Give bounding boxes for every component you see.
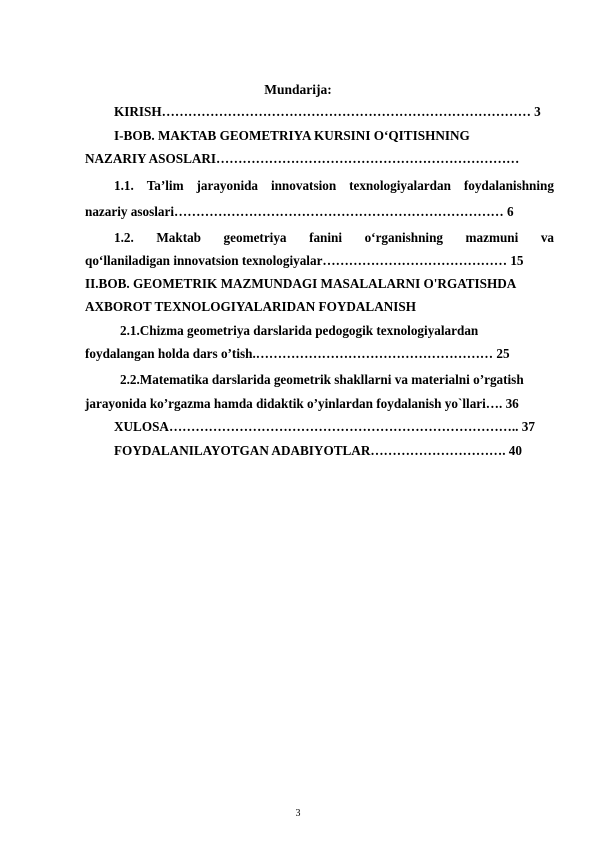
toc-entry-bob1-line1: I-BOB. MAKTAB GEOMETRIYA KURSINI O‘QITISHNING (114, 128, 470, 143)
toc-word: 1.2. (114, 230, 134, 245)
toc-entry-bob2-line2: AXBOROT TEXNOLOGIYALARIDAN FOYDALANISH (85, 299, 416, 314)
page-title: Mundarija: (264, 82, 332, 97)
toc-word: geometriya (223, 230, 287, 245)
toc-word: mazmuni (465, 230, 519, 245)
toc-entry-kirish: KIRISH………………………………………………………………………… 3 (114, 104, 541, 119)
toc-word: jarayonida (196, 178, 259, 193)
toc-word: 1.1. (114, 178, 134, 193)
toc-entry-1-1-line2: nazariy asoslari………………………………………………………………… 6 (85, 204, 514, 219)
toc-word: texnologiyalardan (349, 178, 451, 193)
toc-word: Maktab (156, 230, 202, 245)
toc-entry-2-2-line2: jarayonida ko’rgazma hamda didaktik o’yinlardan foydalanish yo`llari…. 36 (85, 396, 519, 411)
toc-entry-adabiyot: FOYDALANILAYOTGAN ADABIYOTLAR…………………………. 40 (114, 443, 522, 458)
toc-entry-2-2-line1: 2.2.Matematika darslarida geometrik shakllarni va materialni o’rgatish (120, 372, 524, 387)
toc-entry-xulosa: XULOSA…………………………………………………………………….. 37 (114, 419, 535, 434)
toc-word: innovatsion (270, 178, 337, 193)
toc-entry-2-1-line1: 2.1.Chizma geometriya darslarida pedogogik texnologiyalardan (120, 323, 479, 338)
toc-word: Ta’lim (146, 178, 184, 193)
toc-word: o‘rganishning (364, 230, 443, 245)
toc-entry-1-2-line1 (114, 229, 554, 247)
toc-word: foydalanishning (463, 178, 554, 193)
toc-entry-1-2-line2: qo‘llaniladigan innovatsion texnologiyalar…………………………………… 15 (85, 253, 524, 268)
page-number: 3 (295, 808, 301, 819)
toc-entry-1-1-line1 (114, 177, 554, 195)
toc-entry-2-1-line2: foydalangan holda dars o’tish.……………………………………………… 25 (85, 346, 510, 361)
toc-entry-bob1-line2: NAZARIY ASOSLARI…………………………………………………………… (85, 151, 520, 166)
toc-word: fanini (309, 230, 343, 245)
toc-word: va (540, 230, 554, 245)
toc-entry-bob2-line1: II.BOB. GEOMETRIK MAZMUNDAGI MASALALARNI O'RGATISHDA (85, 276, 517, 291)
